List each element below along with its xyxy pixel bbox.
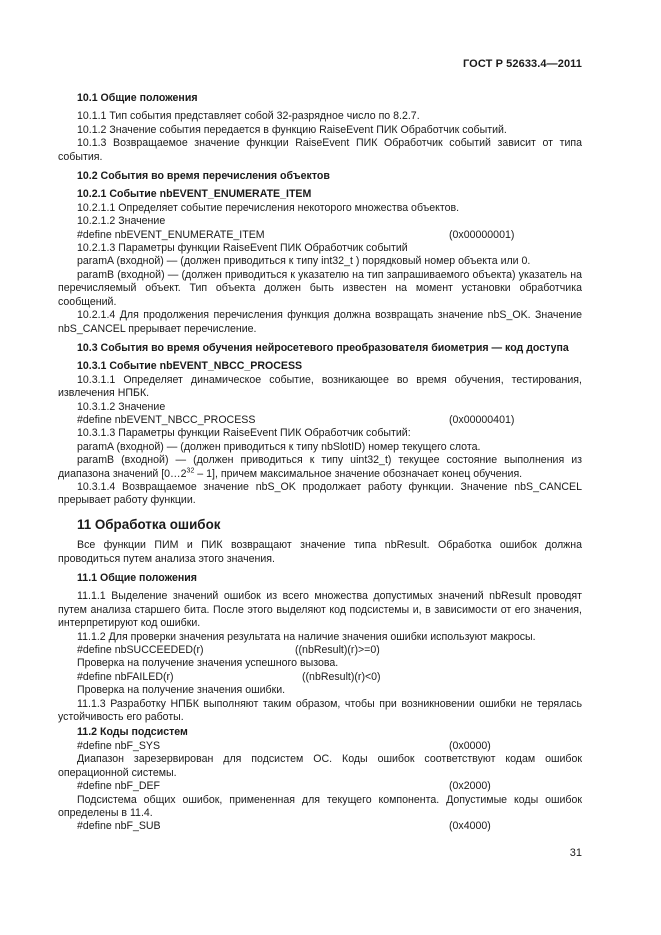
define-name: #define nbF_SUB xyxy=(77,820,161,833)
define-name: #define nbEVENT_NBCC_PROCESS xyxy=(77,413,256,426)
standard-header: ГОСТ Р 52633.4—2011 xyxy=(462,58,582,70)
param-b-description xyxy=(58,454,582,481)
param-a-description: paramA (входной) — (должен приводиться к типу nbSlotID) номер текущего слота. xyxy=(77,440,481,453)
section-10-3-heading: 10.3 События во время обучения нейросетевого преобразователя биометрия — код доступа xyxy=(77,341,569,354)
paragraph-10-1-3: 10.1.3 Возвращаемое значение функции RaiseEvent ПИК Обработчик событий зависит от типа события. xyxy=(58,137,582,163)
paragraph-10-2-1-2: 10.2.1.2 Значение xyxy=(77,215,166,228)
define-name: #define nbF_DEF xyxy=(77,780,161,793)
nbf-def-description: Подсистема общих ошибок, примененная для текущего компонента. Допустимые коды ошибок определены в 11.4. xyxy=(58,793,582,819)
page-number: 31 xyxy=(569,847,582,859)
section-10-3-1-heading: 10.3.1 Событие nbEVENT_NBCC_PROCESS xyxy=(77,360,303,373)
paragraph-10-2-1-3: 10.2.1.3 Параметры функции RaiseEvent ПИК Обработчик событий xyxy=(77,242,408,255)
macro-name: #define nbFAILED(r) xyxy=(77,670,174,683)
define-name: #define nbF_SYS xyxy=(77,739,161,752)
macro-failed xyxy=(58,671,582,684)
define-value: (0x0000) xyxy=(449,739,491,752)
section-11-1-heading: 11.1 Общие положения xyxy=(77,572,197,584)
paragraph-10-1-2: 10.1.2 Значение события передается в функцию RaiseEvent ПИК Обработчик событий. xyxy=(77,123,507,136)
section-10-1-heading: 10.1 Общие положения xyxy=(77,92,198,104)
paragraph-10-1-1: 10.1.1 Тип события представляет собой 32-разрядное число по 8.2.7. xyxy=(77,110,420,123)
define-value: (0x2000) xyxy=(449,780,491,793)
exponent: 32 xyxy=(186,467,195,475)
paragraph-10-3-1-3: 10.3.1.3 Параметры функции RaiseEvent ПИК Обработчик событий: xyxy=(77,427,411,440)
macro-value: ((nbResult)(r)>=0) xyxy=(295,644,380,657)
define-nbf-sub xyxy=(58,820,582,833)
section-11-2-heading: 11.2 Коды подсистем xyxy=(77,726,188,739)
page-body xyxy=(58,92,582,834)
define-value: (0x4000) xyxy=(449,820,491,833)
paragraph-11-1-1: 11.1.1 Выделение значений ошибок из всего множества допустимых значений nbResult проводят путем анализа старшего бита. После этого выделяют код подсистемы и, в зависимости от его значения, интерпретируют код ошибки. xyxy=(58,590,582,630)
paragraph-10-3-1-4: 10.3.1.4 Возвращаемое значение nbS_OK продолжает работу функции. Значение nbS_CANCEL прерывает работу функции. xyxy=(58,480,582,507)
section-11-heading: 11 Обработка ошибок xyxy=(77,516,221,532)
macro-failed-description: Проверка на получение значения ошибки. xyxy=(77,684,286,697)
define-enumerate-item xyxy=(58,229,582,242)
paragraph-10-2-1-4: 10.2.1.4 Для продолжения перечисления функция должна возвращать значение nbS_OK. Значение nbS_CANCEL прерывает перечисление. xyxy=(58,309,582,335)
param-b-description: paramB (входной) — (должен приводиться к указателю на тип запрашиваемого объекта) указатель на перечисляемый объект. Тип объекта должен быть известен на момент установки обработчика сообщений. xyxy=(58,268,582,308)
paragraph-11-intro: Все функции ПИМ и ПИК возвращают значение типа nbResult. Обработка ошибок должна проводиться путем анализа этого значения. xyxy=(58,539,582,565)
macro-value: ((nbResult)(r)<0) xyxy=(302,670,381,683)
define-value: (0x00000001) xyxy=(449,228,515,241)
paragraph-10-3-1-1: 10.3.1.1 Определяет динамическое событие, возникающее во время обучения, тестирования, извлечения НПБК. xyxy=(58,373,582,400)
param-b-text-start: paramB (входной) — (должен приводиться к типу uint32_t) текущее состояние выполнения из диапазона значений [0…2 xyxy=(58,454,582,480)
section-10-2-1-heading: 10.2.1 Событие nbEVENT_ENUMERATE_ITEM xyxy=(77,188,312,201)
define-name: #define nbEVENT_ENUMERATE_ITEM xyxy=(77,228,265,241)
define-nbf-sys xyxy=(58,740,582,753)
param-b-text-end: – 1], причем максимальное значение обозначает конец обучения. xyxy=(194,467,523,480)
macro-succeeded-description: Проверка на получение значения успешного вызова. xyxy=(77,657,339,670)
define-nbf-def xyxy=(58,780,582,793)
param-a-description: paramA (входной) — (должен приводиться к типу int32_t ) порядковый номер объекта или 0. xyxy=(77,255,531,268)
paragraph-10-2-1-1: 10.2.1.1 Определяет событие перечисления некоторого множества объектов. xyxy=(77,201,460,214)
macro-succeeded xyxy=(58,644,582,657)
paragraph-11-1-3: 11.1.3 Разработку НПБК выполняют таким образом, чтобы при возникновении ошибки не терялась устойчивость его работы. xyxy=(58,697,582,724)
define-nbcc-process xyxy=(58,414,582,427)
define-value: (0x00000401) xyxy=(449,413,515,426)
nbf-sys-description: Диапазон зарезервирован для подсистем ОС. Коды ошибок соответствуют кодам ошибок операционной системы. xyxy=(58,753,582,779)
paragraph-10-3-1-2: 10.3.1.2 Значение xyxy=(77,400,166,413)
macro-name: #define nbSUCCEEDED(r) xyxy=(77,644,204,657)
paragraph-11-1-2: 11.1.2 Для проверки значения результата на наличие значения ошибки используют макросы. xyxy=(77,630,536,643)
section-10-2-heading: 10.2 События во время перечисления объектов xyxy=(77,170,330,183)
